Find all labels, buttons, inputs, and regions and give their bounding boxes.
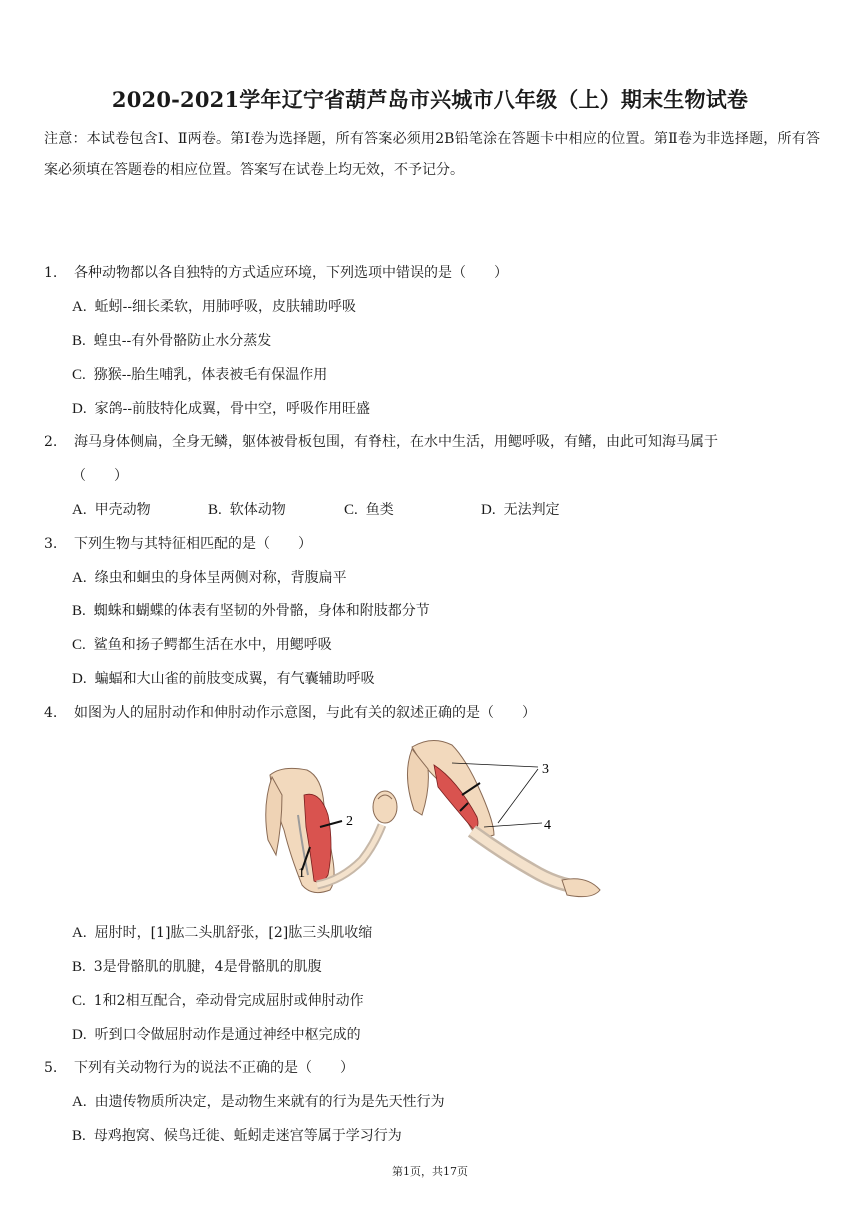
question-2-option-c: C. 鱼类 xyxy=(344,502,394,518)
figure-label-2: 2 xyxy=(346,814,353,829)
page-title: 2020-2021学年辽宁省葫芦岛市兴城市八年级（上）期末生物试卷 xyxy=(111,87,749,112)
question-4-stem xyxy=(44,703,536,723)
question-number: 3. xyxy=(44,536,58,552)
question-5-option-a: A. 由遗传物质所决定，是动物生来就有的行为是先天性行为 xyxy=(72,1094,445,1110)
question-text: 下列生物与其特征相匹配的是（ ） xyxy=(74,536,312,552)
question-number: 5. xyxy=(44,1060,58,1076)
question-2-option-b: B. 软体动物 xyxy=(208,502,286,518)
question-1-option-b: B. 蝗虫--有外骨骼防止水分蒸发 xyxy=(72,333,272,349)
question-4-option-a: A. 屈肘时，[1]肱二头肌舒张，[2]肱三头肌收缩 xyxy=(72,925,373,941)
question-number: 1. xyxy=(44,265,58,281)
question-1-option-c: C. 猕猴--胎生哺乳，体表被毛有保温作用 xyxy=(72,367,328,383)
question-3-stem xyxy=(44,534,312,554)
question-number: 4. xyxy=(44,705,58,721)
question-5-option-b: B. 母鸡抱窝、候鸟迁徙、蚯蚓走迷宫等属于学习行为 xyxy=(72,1128,402,1144)
figure-label-3: 3 xyxy=(542,762,549,777)
page-footer: 第1页，共17页 xyxy=(392,1165,468,1178)
question-text: 海马身体侧扁，全身无鳞，躯体被骨板包围，有脊柱，在水中生活，用鳃呼吸，有鳍，由此可知海马属于 xyxy=(74,434,718,450)
question-4-option-c: C. 1和2相互配合，牵动骨完成屈肘或伸肘动作 xyxy=(72,993,364,1009)
question-2-stem-cont: （ ） xyxy=(72,468,128,484)
question-3-option-c: C. 鲨鱼和扬子鳄都生活在水中，用鳃呼吸 xyxy=(72,637,332,653)
question-2-option-a: A. 甲壳动物 xyxy=(72,502,151,518)
question-2-option-d: D. 无法判定 xyxy=(481,502,560,518)
question-4-option-d: D. 听到口令做屈肘动作是通过神经中枢完成的 xyxy=(72,1027,361,1043)
figure-label-1: 1 xyxy=(298,866,305,881)
question-1-option-d: D. 家鸽--前肢特化成翼，骨中空，呼吸作用旺盛 xyxy=(72,401,371,417)
question-text: 如图为人的屈肘动作和伸肘动作示意图，与此有关的叙述正确的是（ ） xyxy=(74,705,536,721)
question-2-stem xyxy=(44,432,718,452)
extended-arm-drawing xyxy=(407,740,600,896)
figure-label-4: 4 xyxy=(544,818,551,833)
question-number: 2. xyxy=(44,434,58,450)
exam-notice: 注意：本试卷包含Ⅰ、Ⅱ两卷。第Ⅰ卷为选择题，所有答案必须用2B铅笔涂在答题卡中相应的位置。第Ⅱ卷为非选择题，所有答案必须填在答题卷的相应位置。答案写在试卷上均无效，不予记分。 xyxy=(44,131,820,178)
question-1-stem xyxy=(44,263,508,283)
question-5-stem xyxy=(44,1058,354,1078)
question-text: 下列有关动物行为的说法不正确的是（ ） xyxy=(74,1060,354,1076)
question-1-option-a: A. 蚯蚓--细长柔软，用肺呼吸，皮肤辅助呼吸 xyxy=(72,299,357,315)
arm-muscle-figure xyxy=(262,735,602,907)
flexed-arm-drawing xyxy=(266,768,397,892)
question-3-option-d: D. 蝙蝠和大山雀的前肢变成翼，有气囊辅助呼吸 xyxy=(72,671,375,687)
question-3-option-b: B. 蜘蛛和蝴蝶的体表有坚韧的外骨骼，身体和附肢都分节 xyxy=(72,603,430,619)
question-4-option-b: B. 3是骨骼肌的肌腱，4是骨骼肌的肌腹 xyxy=(72,959,322,975)
question-3-option-a: A. 绦虫和蛔虫的身体呈两侧对称，背腹扁平 xyxy=(72,570,347,586)
question-text: 各种动物都以各自独特的方式适应环境，下列选项中错误的是（ ） xyxy=(74,265,508,281)
